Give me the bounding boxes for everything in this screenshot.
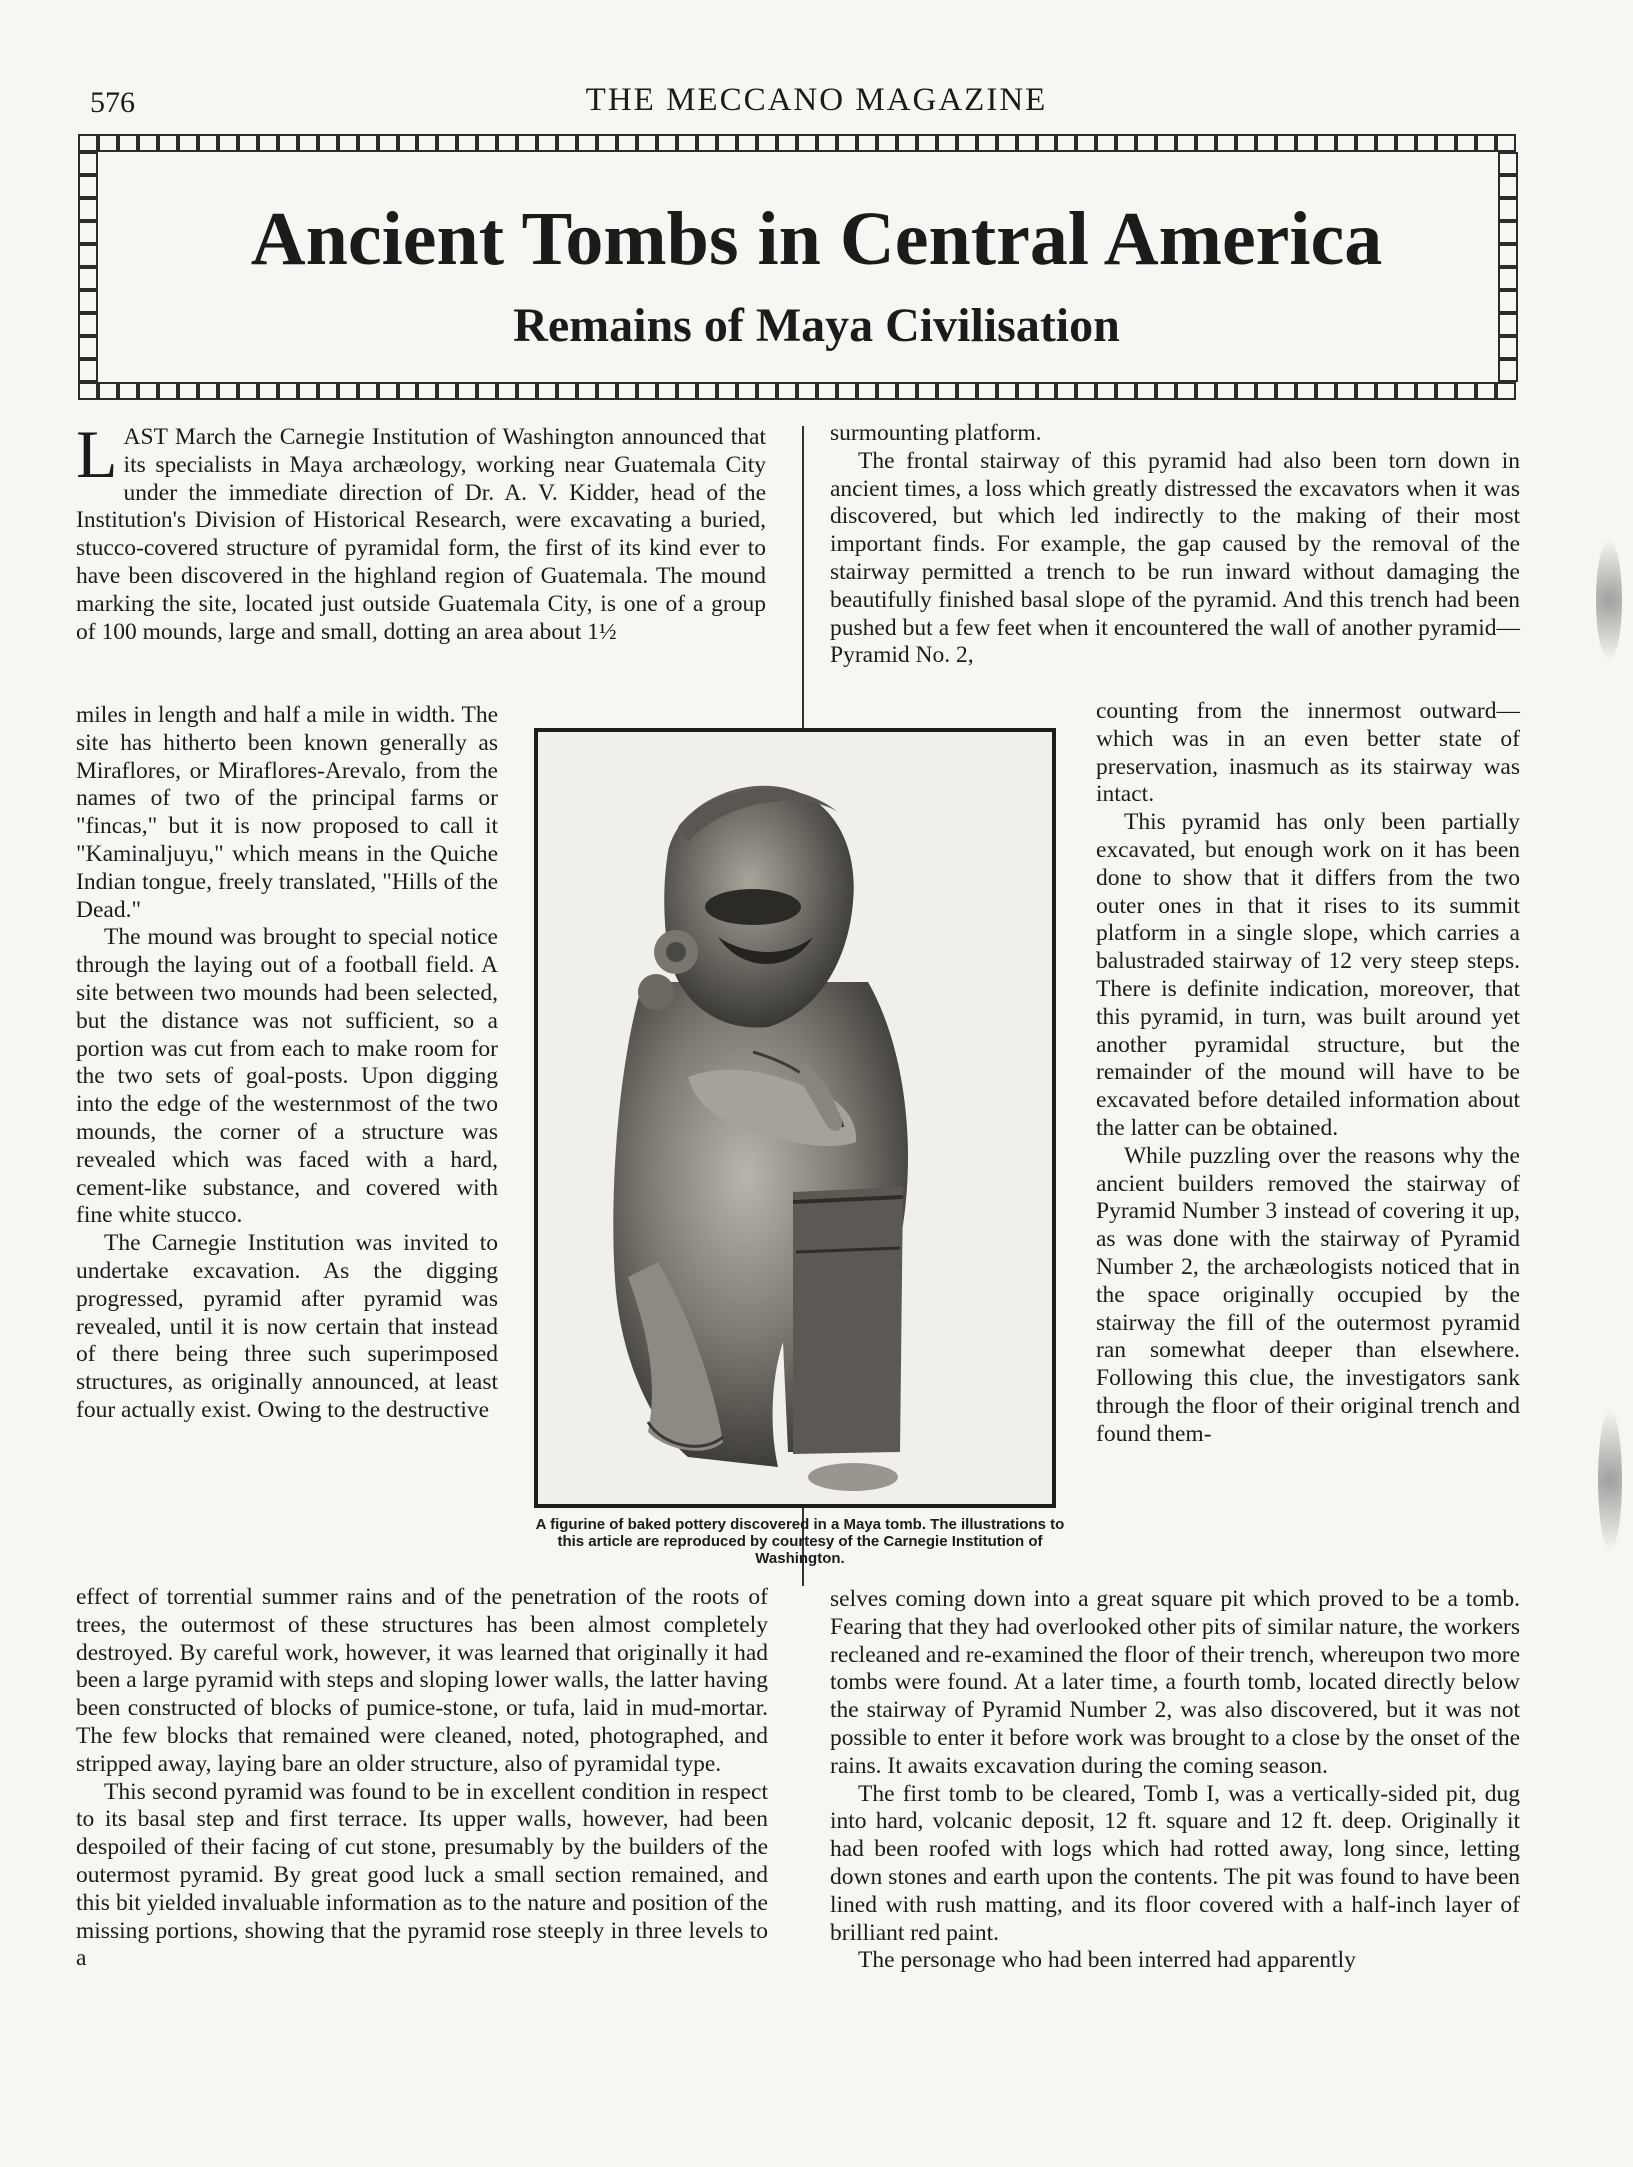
drop-cap: L [76,416,118,492]
border-square [997,382,1017,400]
border-square [577,134,597,152]
border-square [1356,134,1376,152]
magazine-title: THE MECCANO MAGAZINE [585,82,1048,118]
border-square [178,134,198,152]
border-square [1498,359,1518,382]
border-square [1017,382,1037,400]
border-square [1496,134,1516,152]
border-square [737,134,757,152]
border-square [797,382,817,400]
border-square [1136,382,1156,400]
article-subtitle: Remains of Maya Civilisation [513,299,1120,352]
border-square [1056,134,1076,152]
border-square [1276,382,1296,400]
border-square [1216,382,1236,400]
border-square [577,382,597,400]
border-square [1076,134,1096,152]
paragraph: This pyramid has only been partially excavated, but enough work on it has been done to show that it differs from the two outer ones in that it rises to its summit platform in a single slope, which carries a balustraded stairway of 12 very steep steps. There is definite indication, moreover, that this pyramid, in turn, was built around yet another pyramidal structure, but the remainder of the mound will have to be excavated before detailed information about the latter can be obtained. [1096,809,1520,1141]
border-square [78,134,98,152]
paragraph: The Carnegie Institution was invited to undertake excavation. As the digging progressed, pyramid after pyramid was revealed, until it is now certain that instead of there being three such superimposed structures, as originally announced, at least four actually exist. Owing to the destructive [76,1230,498,1423]
border-square [1296,382,1316,400]
border-square [238,134,258,152]
border-square [338,382,358,400]
border-square [1336,382,1356,400]
border-square [1156,382,1176,400]
title-border-top [78,134,1516,152]
paragraph: While puzzling over the reasons why the ancient builders removed the stairway of Pyramid Number 3 instead of covering it up, as was done with the stairway of Pyramid Number 2, the archæologists noticed that in the space originally occupied by the stairway the fill of the outermost pyramid ran somewhat deeper than elsewhere. Following this clue, the investigators sank through the floor of their original trench and found them- [1096,1142,1520,1447]
border-square [737,382,757,400]
paragraph: selves coming down into a great square pit which proved to be a tomb. Fearing that they had overlooked other pits of similar nature, the workers recleaned and re-examined the floor of their trench, whereupon two more tombs were found. At a later time, a fourth tomb, located directly below the stairway of Pyramid Number 2, was also discovered, but it was not possible to enter it before work was brought to a close by the onset of the rains. It awaits excavation during the coming season. [830,1586,1520,1779]
border-square [497,134,517,152]
border-square [957,134,977,152]
border-square [717,382,737,400]
border-square [1056,382,1076,400]
border-square [158,382,178,400]
border-square [897,382,917,400]
article-title: Ancient Tombs in Central America [250,197,1383,281]
border-square [358,382,378,400]
border-square [457,134,477,152]
border-square [1196,382,1216,400]
border-square [78,152,98,175]
border-square [1116,382,1136,400]
border-square [1476,134,1496,152]
border-square [617,134,637,152]
border-square [537,134,557,152]
border-square [1116,134,1136,152]
border-square [198,134,218,152]
border-square [238,382,258,400]
border-square [977,134,997,152]
border-square [857,382,877,400]
border-square [437,134,457,152]
border-square [1476,382,1496,400]
border-square [917,134,937,152]
paragraph: effect of torrential summer rains and of the penetration of the roots of trees, the outermost of these structures has been almost completely destroyed. By careful work, however, it was learned that originally it had been a large pyramid with steps and sloping lower walls, the latter having been constructed of blocks of pumice-stone, or tufa, laid in mud-mortar. The few blocks that remained were cleaned, noted, photographed, and stripped away, laying bare an older structure, also of pyramidal type. [76,1584,768,1777]
border-square [78,382,98,400]
border-square [797,134,817,152]
border-square [278,382,298,400]
border-square [1236,134,1256,152]
border-square [757,134,777,152]
border-square [1296,134,1316,152]
border-square [298,382,318,400]
column-1-top [76,416,766,646]
border-square [457,382,477,400]
border-square [497,382,517,400]
border-square [717,134,737,152]
border-square [957,382,977,400]
border-square [777,382,797,400]
border-square [757,382,777,400]
border-square [1096,134,1116,152]
page-stain [1596,540,1622,660]
border-square [917,382,937,400]
paragraph: The personage who had been interred had apparently [858,1947,1356,1974]
border-square [617,382,637,400]
border-square [78,175,98,198]
border-square [98,382,118,400]
border-square [517,382,537,400]
border-square [417,382,437,400]
border-square [318,382,338,400]
border-square [138,134,158,152]
border-square [258,134,278,152]
border-square [1037,382,1057,400]
column-2-bottom [830,1586,1520,1975]
paragraph: counting from the innermost outward—which was in an even better state of preservation, inasmuch as its stairway was intact. [1096,698,1520,808]
border-square [937,382,957,400]
border-square [557,134,577,152]
border-square [597,382,617,400]
border-square [937,134,957,152]
border-square [118,134,138,152]
border-square [1256,134,1276,152]
border-square [477,382,497,400]
border-square [118,382,138,400]
border-square [1498,152,1518,175]
border-square [1436,134,1456,152]
border-square [1037,134,1057,152]
paragraph: The frontal stairway of this pyramid had also been torn down in ancient times, a loss which greatly distressed the excavators when it was discovered, but which led indirectly to the making of their most important finds. For example, the gap caused by the removal of the stairway permitted a trench to be run inward without damaging the beautifully finished basal slope of the pyramid. And this trench had been pushed but a few feet when it encountered the wall of another pyramid—Pyramid No. 2, [830,447,1520,669]
border-square [1156,134,1176,152]
border-square [657,134,677,152]
border-square [1216,134,1236,152]
border-square [417,134,437,152]
border-square [178,382,198,400]
border-square [677,134,697,152]
border-square [138,382,158,400]
border-square [1256,382,1276,400]
border-square [837,134,857,152]
border-square [98,134,118,152]
border-square [1276,134,1296,152]
border-square [258,382,278,400]
border-square [1436,382,1456,400]
border-square [198,382,218,400]
border-square [1176,382,1196,400]
border-square [997,134,1017,152]
column-1-wrap [76,702,498,1425]
border-square [857,134,877,152]
border-square [378,382,398,400]
page-number: 576 [90,86,135,119]
border-square [1396,134,1416,152]
border-square [1236,382,1256,400]
border-square [877,134,897,152]
paragraph: surmounting platform. [830,420,1042,446]
border-square [398,134,418,152]
border-square [437,382,457,400]
border-square [877,382,897,400]
page-stain [1598,1410,1622,1550]
border-square [1356,382,1376,400]
border-square [537,382,557,400]
border-square [358,134,378,152]
column-1-bottom [76,1584,768,1973]
title-border-bottom [78,382,1516,400]
column-2-wrap [1096,698,1520,1449]
paragraph: The mound was brought to special notice through the laying out of a football field. A site between two mounds had been selected, but the distance was not sufficient, so a portion was cut from each to make room for the two sets of goal-posts. Upon digging into the edge of the westernmost of the two mounds, the corner of a structure was revealed which was faced with a hard, cement-like substance, and covered with fine white stucco. [76,924,498,1229]
border-square [817,382,837,400]
border-square [637,382,657,400]
border-square [1176,134,1196,152]
border-square [278,134,298,152]
border-square [677,382,697,400]
border-square [1496,382,1516,400]
border-square [557,382,577,400]
border-square [1376,382,1396,400]
figure-caption: A figurine of baked pottery discovered in a Maya tomb. The illustrations to this article are reproduced by courtesy of the Carnegie Institution of Washington. [535,1516,1065,1567]
border-square [817,134,837,152]
border-square [1096,382,1116,400]
border-square [837,382,857,400]
border-square [1376,134,1396,152]
border-square [398,382,418,400]
border-square [1416,134,1436,152]
border-square [1396,382,1416,400]
border-square [1136,134,1156,152]
border-square [158,134,178,152]
border-square [477,134,497,152]
paragraph: miles in length and half a mile in width. The site has hitherto been known generally as Miraflores, or Miraflores-Arevalo, from the names of two of the principal farms or "fincas," but it is now proposed to call it "Kaminaljuyu," which means in the Quiche Indian tongue, freely translated, "Hills of the Dead." [76,702,498,923]
border-square [218,134,238,152]
figurine-photo [534,728,1056,1508]
border-square [1316,134,1336,152]
paragraph: The first tomb to be cleared, Tomb I, was a vertically-sided pit, dug into hard, volcanic deposit, 12 ft. square and 12 ft. deep. Originally it had been roofed with logs which had rotted away, long since, letting down stones and earth upon the contents. The pit was found to have been lined with rush matting, and its floor covered with a half-inch layer of brilliant red paint. [830,1780,1520,1946]
border-square [1316,382,1336,400]
border-square [977,382,997,400]
border-square [218,382,238,400]
border-square [1196,134,1216,152]
border-square [517,134,537,152]
border-square [637,134,657,152]
border-square [777,134,797,152]
paragraph: AST March the Carnegie Institution of Washington announced that its specialists in Maya archæology, working near Guatemala City under the immediate direction of Dr. A. V. Kidder, head of the Institution's Division of Historical Research, were excavating a buried, stucco-covered structure of pyramidal form, the first of its kind ever to have been discovered in the highland region of Guatemala. The mound marking the site, located just outside Guatemala City, is one of a group of 100 mounds, large and small, dotting an area about 1½ [76,424,766,645]
border-square [78,359,98,382]
column-2-top [830,420,1520,670]
border-square [597,134,617,152]
border-square [1076,382,1096,400]
border-square [1416,382,1436,400]
border-square [1456,134,1476,152]
paragraph: This second pyramid was found to be in excellent condition in respect to its basal step and first terrace. Its upper walls, however, had been despoiled of their facing of cut stone, presumably by the builders of the outermost pyramid. By great good luck a small section remained, and this bit yielded invaluable information as to the nature and position of the missing portions, showing that the pyramid rose steeply in three levels to a [76,1778,768,1972]
border-square [1498,175,1518,198]
border-square [338,134,358,152]
border-square [697,134,717,152]
border-square [318,134,338,152]
border-square [1336,134,1356,152]
border-square [697,382,717,400]
border-square [298,134,318,152]
border-square [1456,382,1476,400]
border-square [657,382,677,400]
border-square [1017,134,1037,152]
figurine-illustration [538,732,1052,1504]
border-square [897,134,917,152]
border-square [378,134,398,152]
